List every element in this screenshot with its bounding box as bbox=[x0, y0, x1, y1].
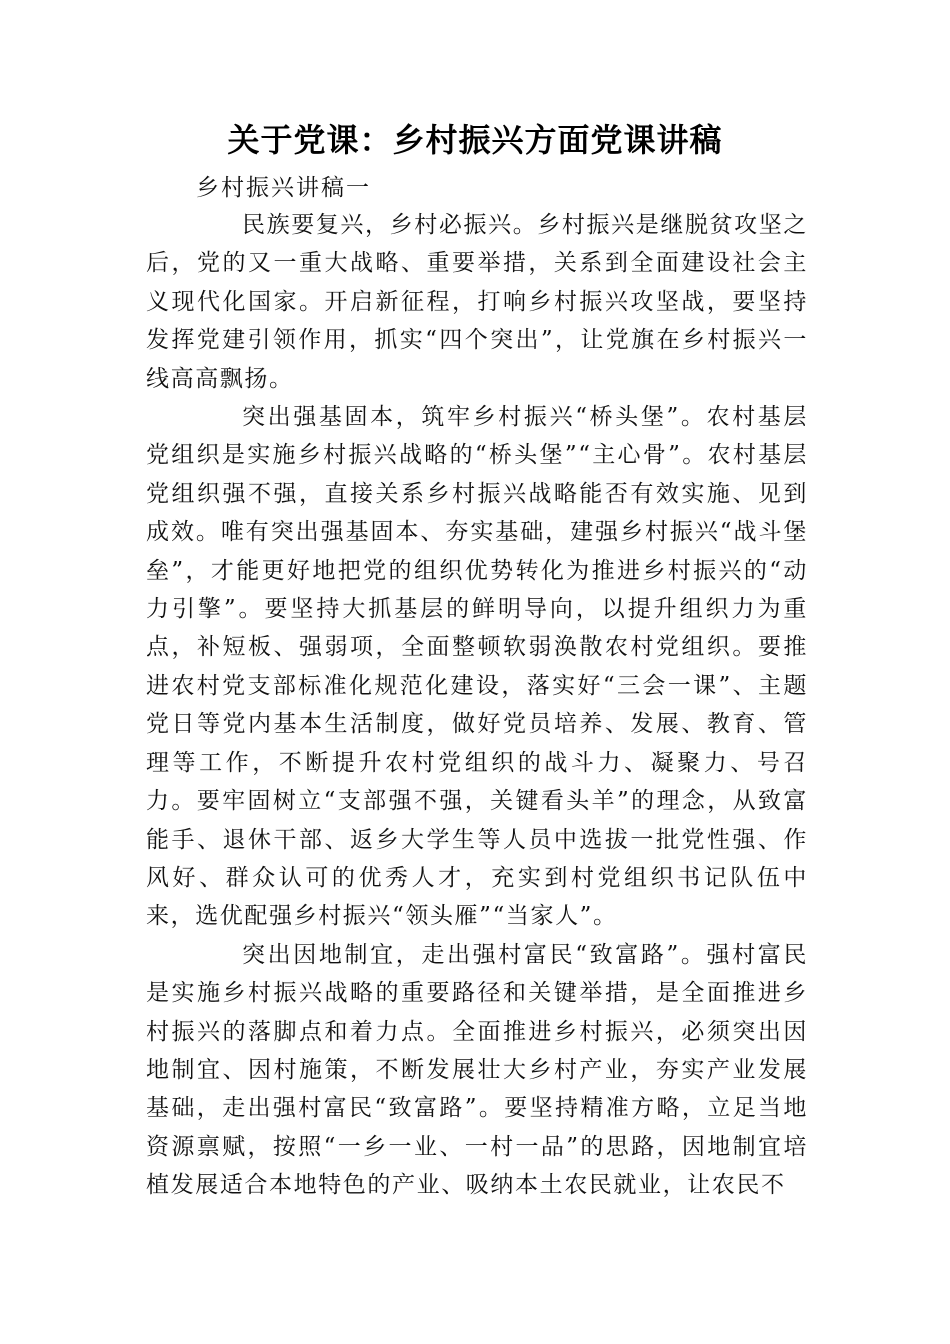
paragraph-3: 突出因地制宜，走出强村富民“致富路”。强村富民是实施乡村振兴战略的重要路径和关键举措，是全面推进乡村振兴的落脚点和着力点。全面推进乡村振兴，必须突出因地制宜、因村施策，不断发展壮大乡村产业，夯实产业发展基础，走出强村富民“致富路”。要坚持精准方略，立足当地资源禀赋，按照“一乡一业、一村一品”的思路，因地制宜培植发展适合本地特色的产业、吸纳本土农民就业，让农民不 bbox=[146, 941, 808, 1199]
document-title: 关于党课：乡村振兴方面党课讲稿 bbox=[227, 121, 723, 159]
document-body bbox=[146, 206, 808, 1205]
document-subtitle: 乡村振兴讲稿一 bbox=[196, 175, 371, 201]
paragraph-1: 民族要复兴，乡村必振兴。乡村振兴是继脱贫攻坚之后，党的又一重大战略、重要举措，关系到全面建设社会主义现代化国家。开启新征程，打响乡村振兴攻坚战，要坚持发挥党建引领作用，抓实“四个突出”，让党旗在乡村振兴一线高高飘扬。 bbox=[146, 212, 808, 392]
paragraph-2: 突出强基固本，筑牢乡村振兴“桥头堡”。农村基层党组织是实施乡村振兴战略的“桥头堡”“主心骨”。农村基层党组织强不强，直接关系乡村振兴战略能否有效实施、见到成效。唯有突出强基固本、夯实基础，建强乡村振兴“战斗堡垒”，才能更好地把党的组织优势转化为推进乡村振兴的“动力引擎”。要坚持大抓基层的鲜明导向，以提升组织力为重点，补短板、强弱项，全面整顿软弱涣散农村党组织。要推进农村党支部标准化规范化建设，落实好“三会一课”、主题党日等党内基本生活制度，做好党员培养、发展、教育、管理等工作，不断提升农村党组织的战斗力、凝聚力、号召力。要牢固树立“支部强不强，关键看头羊”的理念，从致富能手、退休干部、返乡大学生等人员中选拔一批党性强、作风好、群众认可的优秀人才，充实到村党组织书记队伍中来，选优配强乡村振兴“领头雁”“当家人”。 bbox=[146, 404, 808, 930]
